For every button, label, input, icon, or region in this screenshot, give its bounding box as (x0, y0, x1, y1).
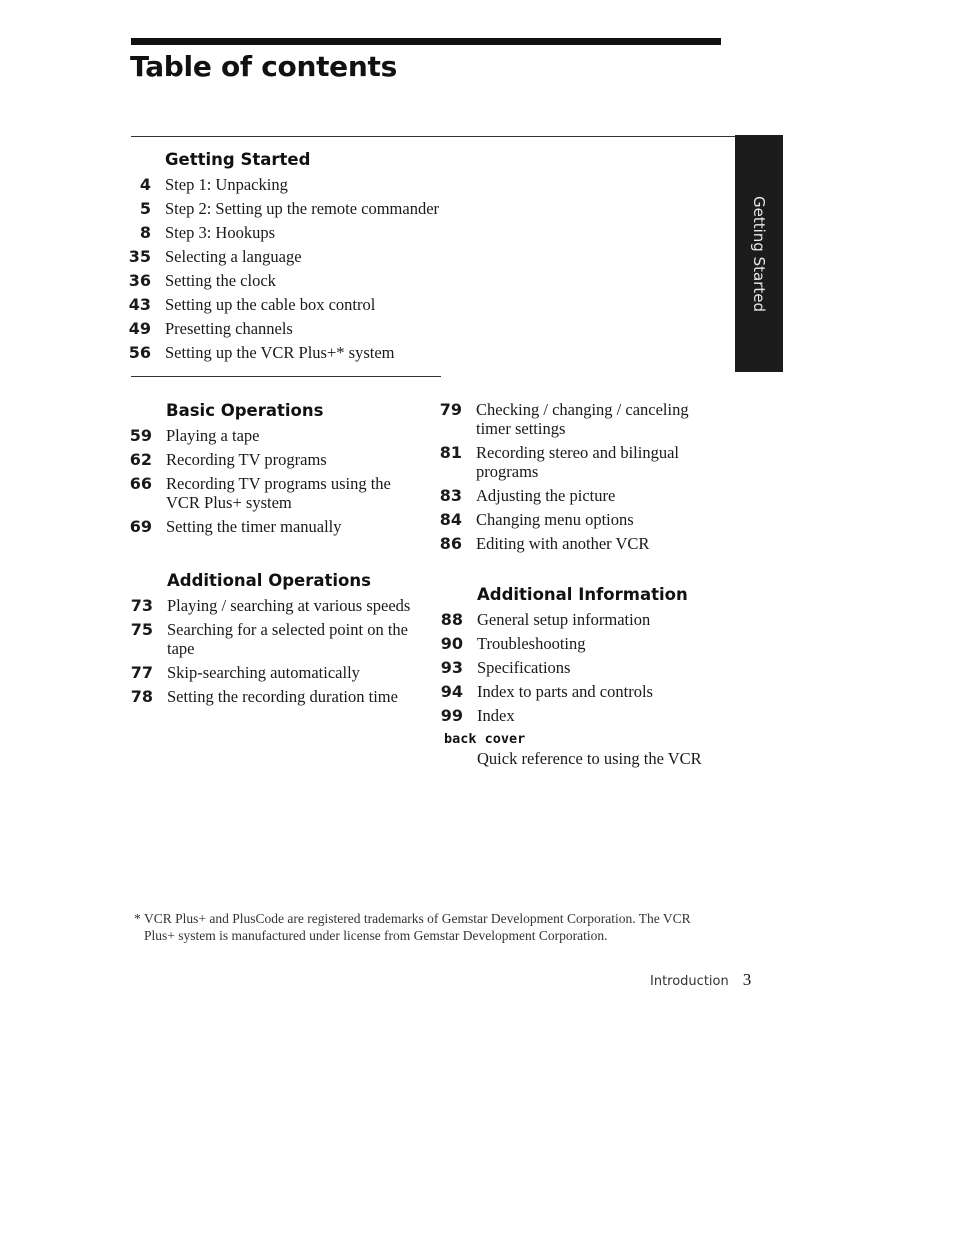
page-number: 43 (128, 295, 151, 314)
page-number: 36 (128, 271, 151, 290)
section-getting-started (128, 150, 585, 367)
page-title: Table of contents (130, 50, 397, 83)
entry-title: Recording TV programs using the VCR Plus+ system (166, 474, 391, 512)
entry-title: Setting the clock (165, 271, 276, 290)
entry-title: Changing menu options (476, 510, 634, 529)
entry-title: Index to parts and controls (477, 682, 653, 701)
entries-basic-operations-continued (439, 400, 716, 553)
toc-entry[interactable] (128, 343, 585, 362)
page-number: 90 (440, 634, 463, 653)
entry-title: Skip-searching automatically (167, 663, 360, 682)
toc-entry[interactable] (440, 658, 737, 677)
getting-started-top-rule (131, 136, 735, 137)
entry-title: Setting up the VCR Plus+* system (165, 343, 395, 362)
entry-title: Playing / searching at various speeds (167, 596, 411, 615)
entry-title: Recording stereo and bilingual programs (476, 443, 679, 481)
entry-title: Setting up the cable box control (165, 295, 376, 314)
entry-title: Setting the recording duration time (167, 687, 398, 706)
trademark-footnote (134, 910, 714, 944)
toc-entry[interactable] (130, 620, 417, 658)
toc-entry[interactable] (130, 687, 417, 706)
page-number: 35 (128, 247, 151, 266)
page-number: 99 (440, 706, 463, 725)
page-number: 81 (439, 443, 462, 462)
toc-entry[interactable] (440, 634, 737, 653)
entries-additional-information (440, 610, 737, 725)
section-tab-getting-started (735, 135, 783, 372)
toc-entry[interactable] (439, 443, 716, 481)
footnote-marker: * (134, 911, 141, 926)
toc-entry[interactable] (128, 247, 585, 266)
page-number: 93 (440, 658, 463, 677)
footer-page-number: 3 (742, 970, 752, 989)
page-number: 86 (439, 534, 462, 553)
page-number: 59 (129, 426, 152, 445)
entry-title: Specifications (477, 658, 571, 677)
section-basic-operations (129, 401, 421, 541)
toc-entry[interactable] (128, 319, 585, 338)
toc-entry[interactable] (440, 610, 737, 629)
page-number: 77 (130, 663, 153, 682)
entry-title: Troubleshooting (477, 634, 586, 653)
toc-entry[interactable] (129, 426, 421, 445)
page-number: 88 (440, 610, 463, 629)
page-number: 84 (439, 510, 462, 529)
entry-title: Editing with another VCR (476, 534, 650, 553)
section-heading-additional-information: Additional Information (477, 585, 688, 604)
back-cover-entry[interactable]: Quick reference to using the VCR (477, 749, 702, 768)
toc-entry[interactable] (129, 474, 421, 512)
toc-entry[interactable] (440, 706, 737, 725)
toc-entry[interactable] (129, 517, 421, 536)
entry-title: General setup information (477, 610, 651, 629)
page-number: 75 (130, 620, 153, 639)
entry-title: Playing a tape (166, 426, 260, 445)
section-heading-basic-operations: Basic Operations (166, 401, 324, 420)
toc-entry[interactable] (130, 663, 417, 682)
section-tab-label: Getting Started (750, 195, 768, 312)
toc-entry[interactable] (128, 295, 585, 314)
entry-title: Recording TV programs (166, 450, 327, 469)
page-number: 73 (130, 596, 153, 615)
entry-title: Step 2: Setting up the remote commander (165, 199, 440, 218)
toc-entry[interactable] (439, 486, 716, 505)
toc-entry[interactable] (130, 596, 417, 615)
toc-entry[interactable] (128, 271, 585, 290)
entry-title: Presetting channels (165, 319, 293, 338)
section-additional-information (440, 585, 737, 768)
page-number: 5 (139, 199, 151, 218)
page-number: 62 (129, 450, 152, 469)
page-number: 49 (128, 319, 151, 338)
entry-title: Searching for a selected point on the tape (167, 620, 408, 658)
getting-started-bottom-rule (131, 376, 441, 377)
entry-title: Step 1: Unpacking (165, 175, 288, 194)
entries-getting-started (128, 175, 585, 362)
toc-entry[interactable] (439, 400, 716, 438)
section-additional-operations (130, 571, 417, 711)
entry-title: Adjusting the picture (476, 486, 616, 505)
entry-title: Index (477, 706, 515, 725)
entry-title: Setting the timer manually (166, 517, 342, 536)
page-number: 69 (129, 517, 152, 536)
toc-entry[interactable] (129, 450, 421, 469)
entry-title: Step 3: Hookups (165, 223, 276, 242)
back-cover-label: back cover (444, 731, 526, 747)
toc-entry[interactable] (139, 175, 585, 194)
page-footer (650, 970, 751, 990)
toc-entry[interactable] (439, 534, 716, 553)
toc-entry[interactable] (139, 223, 585, 242)
toc-entry[interactable] (439, 510, 716, 529)
page-number: 66 (129, 474, 152, 493)
footer-section-name: Introduction (650, 974, 729, 989)
page-number: 56 (128, 343, 151, 362)
toc-entry[interactable] (440, 682, 737, 701)
entry-title: Checking / changing / canceling timer settings (476, 400, 689, 438)
entries-additional-operations (130, 596, 417, 706)
page-number: 4 (139, 175, 151, 194)
section-heading-additional-operations: Additional Operations (167, 571, 371, 590)
page-number: 79 (439, 400, 462, 419)
page-number: 8 (139, 223, 151, 242)
entry-title: Selecting a language (165, 247, 302, 266)
page-number: 83 (439, 486, 462, 505)
title-rule (131, 38, 721, 45)
section-basic-operations-continued (439, 400, 716, 558)
section-heading-getting-started: Getting Started (165, 150, 311, 169)
toc-entry[interactable] (139, 199, 585, 218)
entries-basic-operations (129, 426, 421, 536)
page-number: 94 (440, 682, 463, 701)
page-number: 78 (130, 687, 153, 706)
footnote-text: VCR Plus+ and PlusCode are registered trademarks of Gemstar Development Corporation. The VCR Plus+ system is manufactured under license from Gemstar Development Corporation. (144, 911, 691, 943)
